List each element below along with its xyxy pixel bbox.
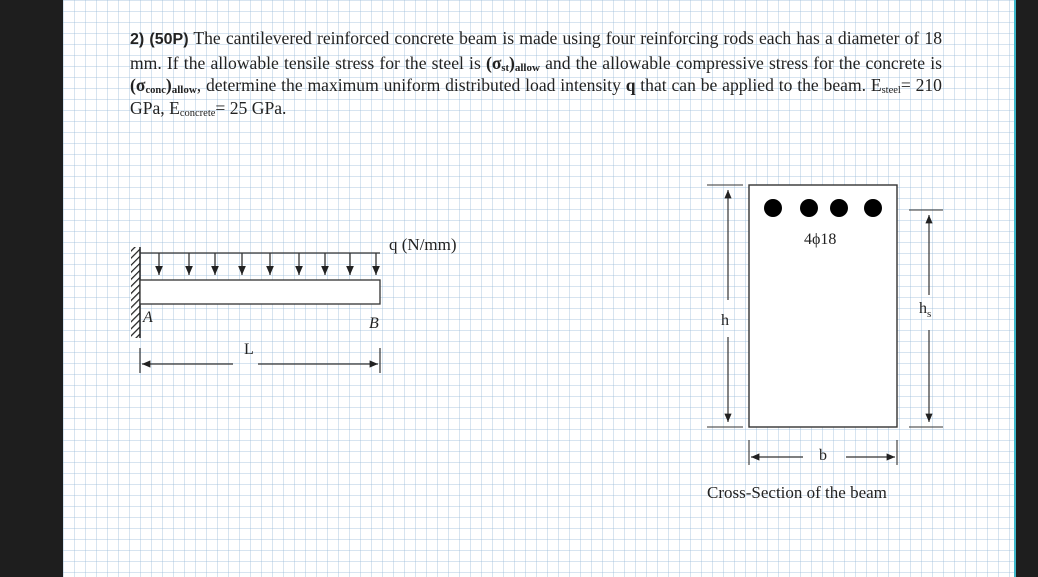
e-concrete: $E_{concrete}= 25$ GPa.	[169, 97, 287, 119]
problem-number: 2) (50P)	[130, 31, 189, 48]
cross-section-rect	[749, 185, 897, 427]
rebar-label: 4ϕ18	[804, 231, 837, 248]
beam-body	[140, 280, 380, 304]
length-label: L	[244, 341, 254, 358]
load-arrows	[159, 253, 376, 275]
fixed-support	[131, 247, 140, 338]
free-end-label-b: B	[369, 315, 379, 332]
problem-sentence-2: and the allowable compressive stress for the concrete is	[545, 52, 943, 73]
sigma-conc-allow: $(\sigma_{conc})allow$	[130, 75, 197, 96]
width-label: b	[819, 447, 827, 464]
problem-sentence-1: The cantilevered reinforced concrete beam is made using four reinforcing rods each has a diameter of 18 mm. If the allowable tensile stress for the steel is	[130, 28, 942, 73]
worksheet-page	[63, 0, 1016, 577]
height-label: h	[721, 312, 729, 329]
problem-sentence-3: , determine the maximum uniform distributed load intensity	[196, 75, 621, 95]
e-steel: $E_{steel}= 210$ GPa,	[130, 75, 942, 118]
cross-section-caption: Cross-Section of the beam	[707, 483, 887, 502]
right-dark-margin	[1016, 0, 1038, 577]
problem-sentence-4: that can be applied to the beam.	[640, 75, 867, 95]
left-dark-margin	[0, 0, 63, 577]
load-symbol: q	[625, 75, 636, 95]
load-label: q (N/mm)	[389, 235, 457, 254]
steel-depth-label: $h_s$	[919, 300, 932, 321]
sigma-steel-allow: $(\sigma_{st})allow$	[485, 52, 540, 74]
support-label-a: A	[143, 309, 153, 326]
